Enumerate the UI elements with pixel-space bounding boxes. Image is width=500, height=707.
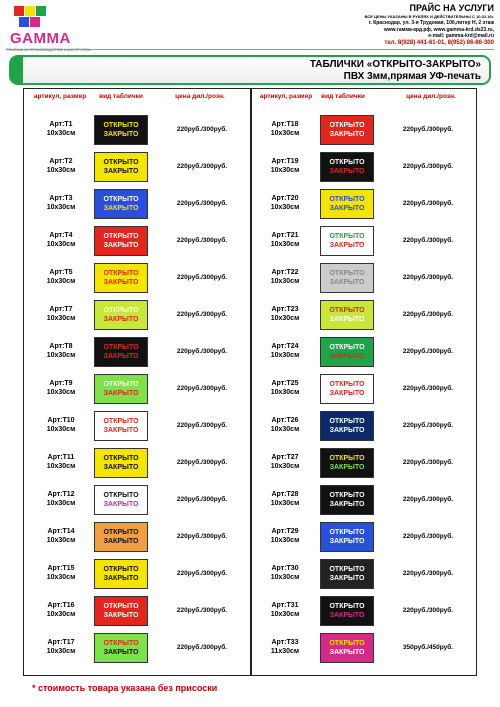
sign-open-text: ОТКРЫТО bbox=[329, 307, 365, 314]
article-cell bbox=[26, 379, 96, 397]
article-size: 10х30см bbox=[270, 463, 300, 470]
article-size: 10х30см bbox=[270, 500, 300, 507]
article-cell bbox=[26, 527, 96, 545]
price-cell: 220руб./300руб. bbox=[402, 385, 454, 392]
price-cell: 220руб./300руб. bbox=[402, 237, 454, 244]
article-code: Арт:Т16 bbox=[47, 602, 75, 609]
price-cell: 220руб./300руб. bbox=[176, 163, 228, 170]
sign-preview-image bbox=[94, 152, 148, 182]
article-cell bbox=[250, 305, 320, 323]
article-size: 10х30см bbox=[46, 278, 76, 285]
article-cell bbox=[26, 342, 96, 360]
col-header-art-right: артикул, размер bbox=[259, 93, 313, 100]
sign-preview-image bbox=[320, 448, 374, 478]
sign-preview-image bbox=[320, 263, 374, 293]
col-header-price-right: цена дил./розн. bbox=[406, 93, 456, 100]
sign-preview-image bbox=[94, 226, 148, 256]
gamma-logo bbox=[6, 4, 76, 52]
article-cell bbox=[250, 416, 320, 434]
article-size: 10х30см bbox=[46, 167, 76, 174]
company-websites: www.гамма-крд.рф, www.gamma-krd.ds23.ru, bbox=[383, 27, 494, 33]
price-cell: 220руб./300руб. bbox=[176, 274, 228, 281]
article-cell bbox=[26, 490, 96, 508]
article-cell bbox=[26, 564, 96, 582]
article-code: Арт:Т1 bbox=[49, 121, 73, 128]
company-phone: тел. 8(928) 441-61-01, 8(952) 86-86-300 bbox=[384, 40, 494, 46]
sign-open-text: ОТКРЫТО bbox=[103, 640, 139, 647]
price-cell: 220руб./300руб. bbox=[402, 570, 454, 577]
article-code: Арт:Т12 bbox=[47, 491, 75, 498]
sign-open-text: ОТКРЫТО bbox=[329, 159, 365, 166]
sign-preview-image bbox=[320, 337, 374, 367]
sign-preview-image bbox=[320, 485, 374, 515]
article-cell bbox=[26, 416, 96, 434]
article-code: Арт:Т18 bbox=[271, 121, 299, 128]
article-size: 10х30см bbox=[46, 426, 76, 433]
article-cell bbox=[26, 231, 96, 249]
sign-preview-image bbox=[320, 374, 374, 404]
article-code: Арт:Т10 bbox=[47, 417, 75, 424]
sign-preview-image bbox=[94, 300, 148, 330]
sign-closed-text: ЗАКРЫТО bbox=[329, 316, 365, 323]
article-code: Арт:Т25 bbox=[271, 380, 299, 387]
article-cell bbox=[250, 638, 320, 656]
article-cell bbox=[250, 379, 320, 397]
sign-open-text: ОТКРЫТО bbox=[329, 344, 365, 351]
price-cell: 220руб./300руб. bbox=[176, 533, 228, 540]
price-cell: 220руб./300руб. bbox=[176, 126, 228, 133]
price-cell: 220руб./300руб. bbox=[176, 570, 228, 577]
article-cell bbox=[250, 564, 320, 582]
article-size: 10х30см bbox=[46, 315, 76, 322]
article-size: 10х30см bbox=[46, 241, 76, 248]
article-code: Арт:Т20 bbox=[271, 195, 299, 202]
article-size: 10х30см bbox=[46, 389, 76, 396]
article-size: 10х30см bbox=[270, 574, 300, 581]
price-cell: 220руб./300руб. bbox=[176, 200, 228, 207]
article-code: Арт:Т31 bbox=[271, 602, 299, 609]
article-code: Арт:Т11 bbox=[47, 454, 75, 461]
price-cell: 220руб./300руб. bbox=[176, 348, 228, 355]
sign-open-text: ОТКРЫТО bbox=[103, 344, 139, 351]
sign-preview-image bbox=[94, 189, 148, 219]
sign-preview-image bbox=[94, 337, 148, 367]
sign-closed-text: ЗАКРЫТО bbox=[103, 316, 139, 323]
sign-closed-text: ЗАКРЫТО bbox=[329, 612, 365, 619]
article-code: Арт:Т23 bbox=[271, 306, 299, 313]
sign-open-text: ОТКРЫТО bbox=[329, 455, 365, 462]
col-header-art-left: артикул, размер bbox=[33, 93, 87, 100]
sign-closed-text: ЗАКРЫТО bbox=[103, 501, 139, 508]
footnote: * стоимость товара указана без присоски bbox=[32, 683, 218, 693]
article-size: 10х30см bbox=[46, 130, 76, 137]
article-code: Арт:Т22 bbox=[271, 269, 299, 276]
sign-open-text: ОТКРЫТО bbox=[103, 381, 139, 388]
article-cell bbox=[26, 305, 96, 323]
sign-closed-text: ЗАКРЫТО bbox=[103, 242, 139, 249]
sign-preview-image bbox=[320, 411, 374, 441]
article-code: Арт:Т28 bbox=[271, 491, 299, 498]
article-size: 10х30см bbox=[270, 204, 300, 211]
price-list-title: ПРАЙС НА УСЛУГИ bbox=[409, 3, 494, 13]
article-code: Арт:Т3 bbox=[49, 195, 73, 202]
article-code: Арт:Т5 bbox=[49, 269, 73, 276]
sign-preview-image bbox=[94, 374, 148, 404]
sign-closed-text: ЗАКРЫТО bbox=[329, 464, 365, 471]
price-cell: 220руб./300руб. bbox=[402, 163, 454, 170]
sign-preview-image bbox=[320, 226, 374, 256]
sign-open-text: ОТКРЫТО bbox=[329, 233, 365, 240]
price-cell: 220руб./300руб. bbox=[176, 311, 228, 318]
sign-open-text: ОТКРЫТО bbox=[329, 640, 365, 647]
article-size: 10х30см bbox=[46, 204, 76, 211]
sign-open-text: ОТКРЫТО bbox=[329, 566, 365, 573]
article-cell bbox=[250, 490, 320, 508]
price-cell: 220руб./300руб. bbox=[402, 496, 454, 503]
sign-closed-text: ЗАКРЫТО bbox=[329, 131, 365, 138]
sign-closed-text: ЗАКРЫТО bbox=[103, 168, 139, 175]
sign-open-text: ОТКРЫТО bbox=[329, 492, 365, 499]
article-code: Арт:Т15 bbox=[47, 565, 75, 572]
article-size: 10х30см bbox=[270, 315, 300, 322]
logo-square-red bbox=[14, 6, 24, 16]
article-cell bbox=[250, 453, 320, 471]
sign-open-text: ОТКРЫТО bbox=[329, 418, 365, 425]
sign-closed-text: ЗАКРЫТО bbox=[103, 464, 139, 471]
article-cell bbox=[250, 194, 320, 212]
sign-closed-text: ЗАКРЫТО bbox=[103, 649, 139, 656]
sign-preview-image bbox=[320, 522, 374, 552]
article-size: 10х30см bbox=[270, 278, 300, 285]
sign-closed-text: ЗАКРЫТО bbox=[329, 353, 365, 360]
sign-preview-image bbox=[320, 189, 374, 219]
sign-open-text: ОТКРЫТО bbox=[103, 529, 139, 536]
article-code: Арт:Т9 bbox=[49, 380, 73, 387]
banner-title: ТАБЛИЧКИ «ОТКРЫТО-ЗАКРЫТО» bbox=[309, 59, 481, 70]
article-cell bbox=[250, 342, 320, 360]
sign-open-text: ОТКРЫТО bbox=[103, 492, 139, 499]
price-cell: 220руб./300руб. bbox=[176, 422, 228, 429]
sign-open-text: ОТКРЫТО bbox=[103, 122, 139, 129]
article-cell bbox=[26, 601, 96, 619]
article-code: Арт:Т2 bbox=[49, 158, 73, 165]
article-size: 10х30см bbox=[46, 352, 76, 359]
price-cell: 220руб./300руб. bbox=[402, 274, 454, 281]
header-divider bbox=[6, 49, 494, 50]
article-code: Арт:Т29 bbox=[271, 528, 299, 535]
sign-open-text: ОТКРЫТО bbox=[103, 603, 139, 610]
sign-preview-image bbox=[94, 559, 148, 589]
sign-preview-image bbox=[320, 115, 374, 145]
price-cell: 220руб./300руб. bbox=[176, 607, 228, 614]
sign-open-text: ОТКРЫТО bbox=[329, 122, 365, 129]
sign-preview-image bbox=[94, 485, 148, 515]
article-cell bbox=[250, 231, 320, 249]
price-cell: 220руб./300руб. bbox=[402, 459, 454, 466]
article-code: Арт:Т24 bbox=[271, 343, 299, 350]
article-code: Арт:Т27 bbox=[271, 454, 299, 461]
sign-open-text: ОТКРЫТО bbox=[103, 270, 139, 277]
article-cell bbox=[26, 157, 96, 175]
banner-accent bbox=[11, 57, 23, 83]
sign-closed-text: ЗАКРЫТО bbox=[329, 575, 365, 582]
article-cell bbox=[250, 601, 320, 619]
sign-open-text: ОТКРЫТО bbox=[103, 196, 139, 203]
article-size: 11х30см bbox=[270, 648, 300, 655]
logo-square-yellow bbox=[25, 6, 35, 16]
article-code: Арт:Т26 bbox=[271, 417, 299, 424]
logo-square-green bbox=[36, 6, 46, 16]
sign-open-text: ОТКРЫТО bbox=[329, 603, 365, 610]
article-size: 10х30см bbox=[270, 241, 300, 248]
col-header-view-left: вид таблички bbox=[99, 93, 143, 100]
sign-closed-text: ЗАКРЫТО bbox=[329, 649, 365, 656]
article-code: Арт:Т30 bbox=[271, 565, 299, 572]
article-cell bbox=[26, 453, 96, 471]
article-size: 10х30см bbox=[46, 463, 76, 470]
sign-closed-text: ЗАКРЫТО bbox=[329, 168, 365, 175]
company-address: г. Краснодар, ул. 3-я Трудовая, 100,литер Н, 2 этаж bbox=[368, 20, 494, 26]
section-banner bbox=[9, 55, 491, 85]
article-cell bbox=[26, 120, 96, 138]
price-note: ВСЕ ЦЕНЫ УКАЗАНЫ В РУБЛЯХ И ДЕЙСТВИТЕЛЬНЫ С 10.02.16г. bbox=[364, 14, 494, 19]
col-header-price-left: цена дил./розн. bbox=[175, 93, 225, 100]
sign-preview-image bbox=[94, 522, 148, 552]
article-code: Арт:Т33 bbox=[271, 639, 299, 646]
sign-preview-image bbox=[94, 411, 148, 441]
price-cell: 220руб./300руб. bbox=[402, 607, 454, 614]
price-cell: 220руб./300руб. bbox=[402, 311, 454, 318]
sign-closed-text: ЗАКРЫТО bbox=[103, 131, 139, 138]
article-size: 10х30см bbox=[270, 611, 300, 618]
sign-closed-text: ЗАКРЫТО bbox=[329, 390, 365, 397]
sign-open-text: ОТКРЫТО bbox=[103, 418, 139, 425]
sign-open-text: ОТКРЫТО bbox=[329, 270, 365, 277]
sign-closed-text: ЗАКРЫТО bbox=[329, 538, 365, 545]
article-code: Арт:Т19 bbox=[271, 158, 299, 165]
sign-preview-image bbox=[320, 300, 374, 330]
article-size: 10х30см bbox=[270, 167, 300, 174]
article-cell bbox=[26, 194, 96, 212]
article-code: Арт:Т14 bbox=[47, 528, 75, 535]
sign-closed-text: ЗАКРЫТО bbox=[329, 279, 365, 286]
article-size: 10х30см bbox=[46, 648, 76, 655]
price-cell: 220руб./300руб. bbox=[402, 200, 454, 207]
sign-closed-text: ЗАКРЫТО bbox=[103, 205, 139, 212]
sign-closed-text: ЗАКРЫТО bbox=[329, 242, 365, 249]
price-cell: 220руб./300руб. bbox=[402, 533, 454, 540]
sign-preview-image bbox=[320, 633, 374, 663]
sign-closed-text: ЗАКРЫТО bbox=[103, 279, 139, 286]
article-cell bbox=[250, 268, 320, 286]
price-cell: 220руб./300руб. bbox=[176, 237, 228, 244]
price-cell: 350руб./450руб. bbox=[402, 644, 454, 651]
sign-preview-image bbox=[94, 448, 148, 478]
sign-preview-image bbox=[320, 596, 374, 626]
sign-closed-text: ЗАКРЫТО bbox=[103, 538, 139, 545]
price-cell: 220руб./300руб. bbox=[176, 496, 228, 503]
logo-square-blue bbox=[19, 17, 29, 27]
article-code: Арт:Т17 bbox=[47, 639, 75, 646]
price-cell: 220руб./300руб. bbox=[176, 459, 228, 466]
logo-brand-name: GAMMA bbox=[10, 30, 71, 47]
sign-closed-text: ЗАКРЫТО bbox=[329, 427, 365, 434]
sign-open-text: ОТКРЫТО bbox=[329, 529, 365, 536]
sign-preview-image bbox=[94, 633, 148, 663]
article-size: 10х30см bbox=[270, 537, 300, 544]
article-cell bbox=[250, 120, 320, 138]
sign-closed-text: ЗАКРЫТО bbox=[329, 501, 365, 508]
sign-closed-text: ЗАКРЫТО bbox=[103, 575, 139, 582]
sign-closed-text: ЗАКРЫТО bbox=[329, 205, 365, 212]
article-code: Арт:Т21 bbox=[271, 232, 299, 239]
article-size: 10х30см bbox=[46, 500, 76, 507]
price-cell: 220руб./300руб. bbox=[176, 385, 228, 392]
article-size: 10х30см bbox=[46, 537, 76, 544]
sign-preview-image bbox=[94, 263, 148, 293]
article-size: 10х30см bbox=[270, 389, 300, 396]
sign-open-text: ОТКРЫТО bbox=[329, 381, 365, 388]
sign-closed-text: ЗАКРЫТО bbox=[103, 353, 139, 360]
article-size: 10х30см bbox=[46, 611, 76, 618]
article-cell bbox=[26, 268, 96, 286]
article-cell bbox=[250, 527, 320, 545]
sign-open-text: ОТКРЫТО bbox=[103, 566, 139, 573]
banner-subtitle: ПВХ 3мм,прямая УФ-печать bbox=[343, 71, 481, 82]
price-cell: 220руб./300руб. bbox=[402, 126, 454, 133]
logo-square-magenta bbox=[30, 17, 40, 27]
sign-preview-image bbox=[94, 596, 148, 626]
sign-open-text: ОТКРЫТО bbox=[103, 159, 139, 166]
sign-closed-text: ЗАКРЫТО bbox=[103, 427, 139, 434]
article-cell bbox=[250, 157, 320, 175]
sign-preview-image bbox=[320, 559, 374, 589]
article-code: Арт:Т7 bbox=[49, 306, 73, 313]
article-code: Арт:Т4 bbox=[49, 232, 73, 239]
sign-open-text: ОТКРЫТО bbox=[103, 455, 139, 462]
article-code: Арт:Т8 bbox=[49, 343, 73, 350]
price-cell: 220руб./300руб. bbox=[402, 348, 454, 355]
sign-closed-text: ЗАКРЫТО bbox=[103, 612, 139, 619]
article-size: 10х30см bbox=[270, 130, 300, 137]
sign-preview-image bbox=[320, 152, 374, 182]
price-table bbox=[23, 88, 477, 676]
sign-open-text: ОТКРЫТО bbox=[329, 196, 365, 203]
article-cell bbox=[26, 638, 96, 656]
price-cell: 220руб./300руб. bbox=[176, 644, 228, 651]
sign-preview-image bbox=[94, 115, 148, 145]
article-size: 10х30см bbox=[46, 574, 76, 581]
article-size: 10х30см bbox=[270, 352, 300, 359]
sign-open-text: ОТКРЫТО bbox=[103, 233, 139, 240]
price-cell: 220руб./300руб. bbox=[402, 422, 454, 429]
article-size: 10х30см bbox=[270, 426, 300, 433]
col-header-view-right: вид таблички bbox=[321, 93, 365, 100]
sign-closed-text: ЗАКРЫТО bbox=[103, 390, 139, 397]
company-email: e-mail: gamma-krd@mail.ru bbox=[428, 33, 494, 39]
sign-open-text: ОТКРЫТО bbox=[103, 307, 139, 314]
